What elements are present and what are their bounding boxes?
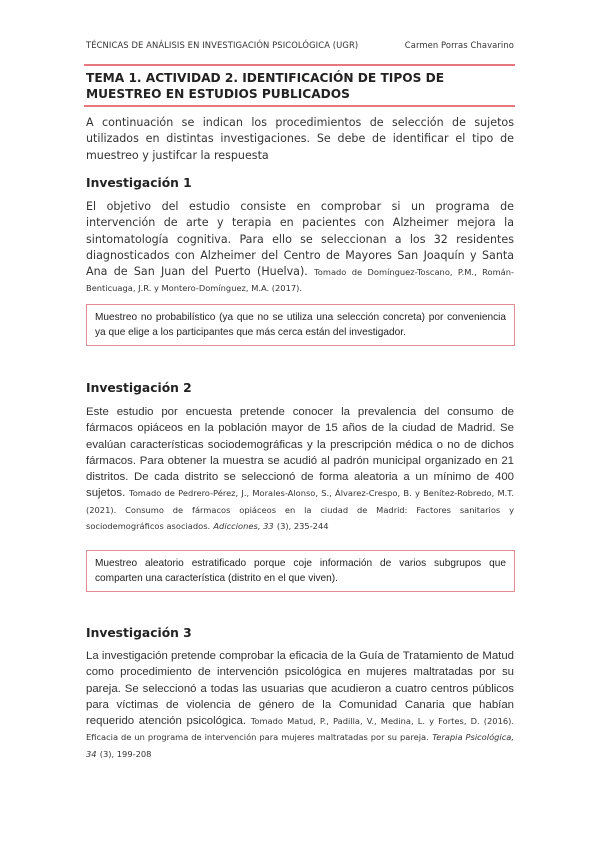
investigation-3-heading: Investigación 3 — [86, 626, 192, 640]
investigation-1-answer-box: Muestreo no probabilístico (ya que no se utiliza una selección concreta) por conveniencia ya que elige a los participantes que más cerca están del investigador. — [86, 304, 515, 346]
investigation-3-journal: Terapia Psicológica, 34 — [86, 732, 514, 759]
investigation-2-journal: Adicciones, 33 — [213, 521, 274, 532]
investigation-1-paragraph — [86, 199, 514, 297]
title-rule-bottom — [84, 105, 515, 107]
page-title: TEMA 1. ACTIVIDAD 2. IDENTIFICACIÓN DE TIPOS DE MUESTREO EN ESTUDIOS PUBLICADOS — [86, 71, 445, 101]
investigation-2-paragraph — [86, 404, 514, 534]
investigation-2-pages: (3), 235-244 — [276, 521, 329, 532]
intro-paragraph: A continuación se indican los procedimientos de selección de sujetos utilizados en distintas investigaciones. Se debe de identificar el tipo de muestreo y justifcar la respuesta — [86, 116, 514, 162]
investigation-1-reference: Tomado de Domínguez-Toscano, P.M., Román-Benticuaga, J.R. y Montero-Domínguez, M.A. (2017). — [86, 267, 514, 294]
investigation-2-heading: Investigación 2 — [86, 381, 192, 395]
investigation-3-pages: (3), 199-208 — [99, 748, 152, 759]
investigation-1-text: El objetivo del estudio consiste en comprobar si un programa de intervención de arte y terapia en pacientes con Alzheimer mejora la sintomatología cognitiva. Para ello se seleccionan a los 32 residentes diagnosticados con Alzheimer del Centro de Mayores San Joaquín y Santa Ana de San Juan del Puerto (Huelva). — [86, 200, 514, 279]
header-author: Carmen Porras Chavarino — [404, 40, 514, 50]
investigation-3-paragraph — [86, 648, 514, 762]
investigation-2-answer-box: Muestreo aleatorio estratificado porque coje información de varios subgrupos que comparten una característica (distrito en el que viven). — [86, 550, 515, 592]
title-rule-top — [84, 64, 515, 66]
header-course: TÉCNICAS DE ANÁLISIS EN INVESTIGACIÓN PSICOLÓGICA (UGR) — [86, 40, 359, 50]
investigation-3-text: La investigación pretende comprobar la eficacia de la Guía de Tratamiento de Matud como procedimiento de intervención psicológica en mujeres maltratadas por su pareja. Se seleccionó a todas las usuarias que acudieron a cuatro centros públicos para víctimas de violencia de género de la Comunidad Canaria que habían requerido atención psicológica. — [86, 650, 514, 728]
investigation-3-reference: Tomado Matud, P., Padilla, V., Medina, L. y Fortes, D. (2016). Eficacia de un programa de intervención para mujeres maltratadas por su pareja. — [86, 716, 514, 743]
investigation-2-text: Este estudio por encuesta pretende conocer la prevalencia del consumo de fármacos opiáceos en la población mayor de 15 años de la ciudad de Madrid. Se evalúan características sociodemográficas y la prescripción médica o no de dichos fármacos. Para obtener la muestra se acudió al padrón municipal organizado en 21 distritos. De cada distrito se seleccionó de forma aleatoria a un mínimo de 400 sujetos. — [86, 406, 514, 500]
investigation-2-reference: Tomado de Pedrero-Pérez, J., Morales-Alonso, S., Álvarez-Crespo, B. y Benítez-Robredo, M.T. (2021). Consumo de fármacos opiáceos en la ciudad de Madrid: Factores sanitarios y sociodemográficos asociados. — [86, 488, 514, 532]
investigation-1-heading: Investigación 1 — [86, 176, 192, 190]
